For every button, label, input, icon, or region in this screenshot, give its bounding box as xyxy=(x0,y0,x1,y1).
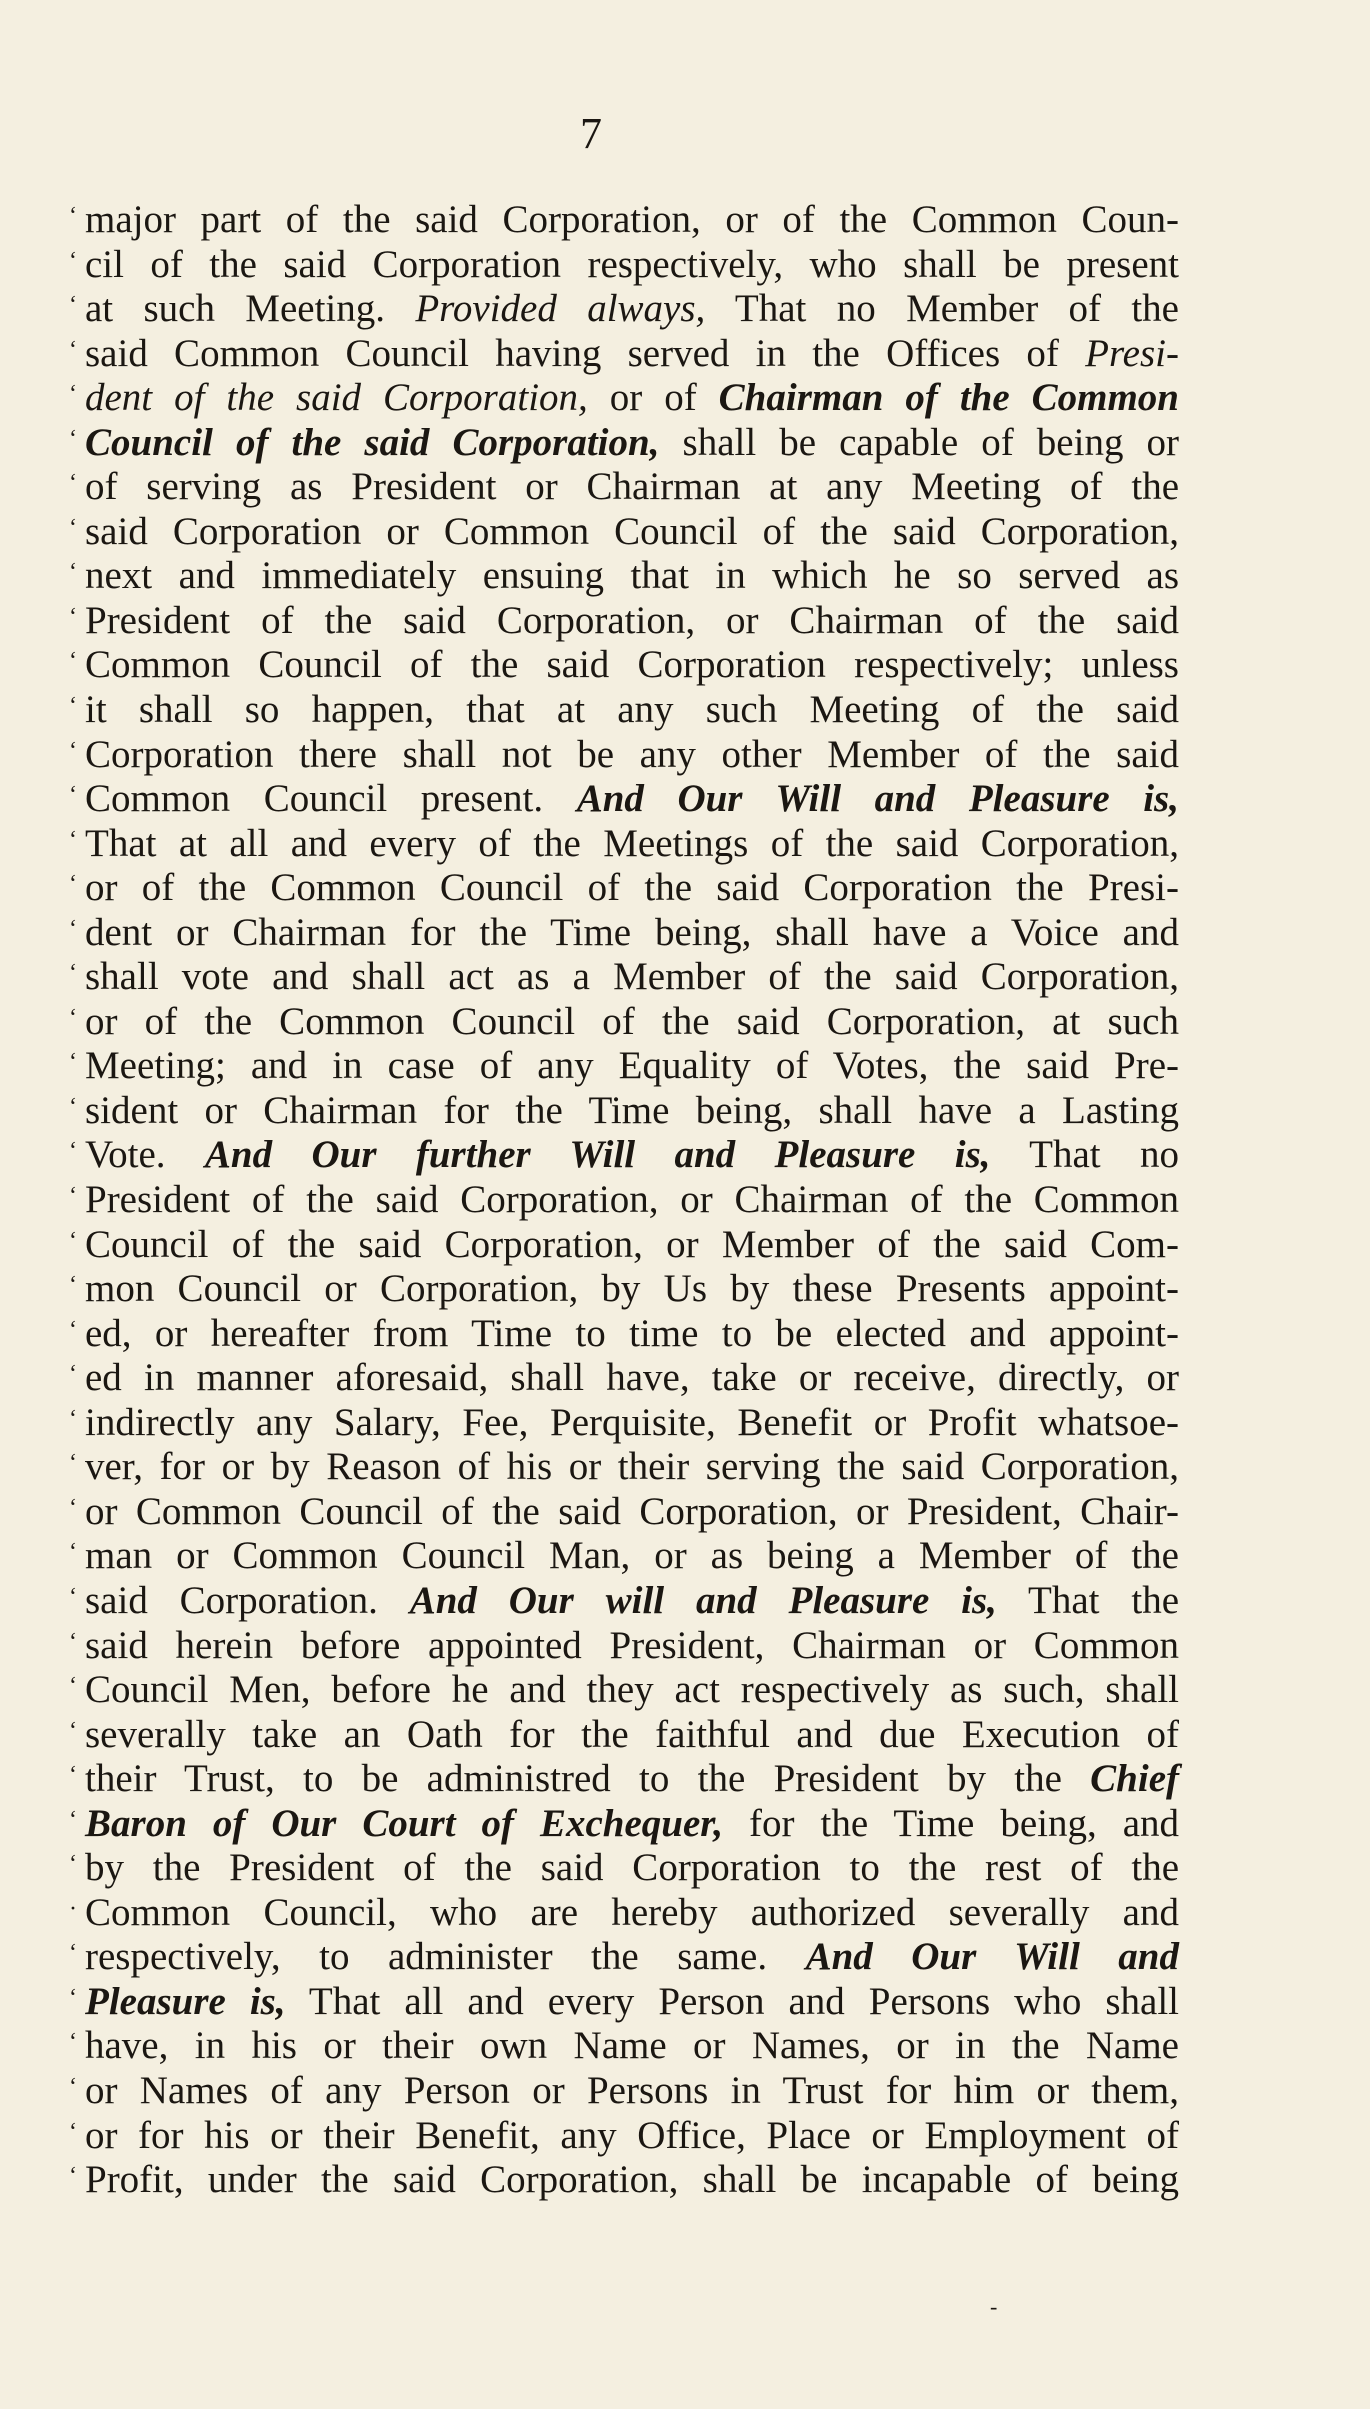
text-line xyxy=(69,1267,1179,1312)
plain-text: Meeting; and in case of any Equality of Votes, the said Pre- xyxy=(85,1044,1179,1088)
marginal-quote-mark: ‘ xyxy=(69,470,77,497)
page-number: 7 xyxy=(580,109,602,158)
marginal-quote-mark: ‘ xyxy=(69,826,77,853)
marginal-quote-mark: ‘ xyxy=(69,1049,77,1076)
text-line xyxy=(69,911,1179,956)
text-line xyxy=(69,287,1179,332)
plain-text: Council Men, before he and they act respectively as such, shall xyxy=(85,1668,1179,1712)
italic-text: And Our further Will and Pleasure is, xyxy=(204,1133,991,1177)
marginal-quote-mark: ‘ xyxy=(69,292,77,319)
text-line xyxy=(69,465,1179,510)
line-text xyxy=(85,1757,1179,1802)
plain-text: cil of the said Corporation respectively, who shall be present xyxy=(85,242,1179,286)
plain-text: at such Meeting. xyxy=(85,287,416,331)
text-line xyxy=(69,1044,1179,1089)
italic-text: Pleasure is, xyxy=(85,1979,286,2023)
marginal-quote-mark: ‘ xyxy=(69,1183,77,1210)
plain-text: ed, or hereafter from Time to time to be elected and appoint- xyxy=(85,1311,1179,1355)
marginal-quote-mark: ‘ xyxy=(69,1450,77,1477)
text-line xyxy=(69,198,1179,243)
text-line xyxy=(69,1668,1179,1713)
plain-text: or of xyxy=(587,376,719,420)
text-line xyxy=(69,1757,1179,1802)
text-line xyxy=(69,510,1179,555)
plain-text: Council of the said Corporation, or Member of the said Com- xyxy=(85,1222,1179,1266)
marginal-quote-mark: ‘ xyxy=(69,1272,77,1299)
line-text xyxy=(85,777,1179,822)
marginal-quote-mark: ‘ xyxy=(69,2073,77,2100)
line-text xyxy=(85,1445,1179,1490)
italic-text: And Our Will and xyxy=(805,1935,1179,1979)
line-text xyxy=(85,510,1179,555)
plain-text: ver, for or by Reason of his or their serving the said Corporation, xyxy=(85,1445,1179,1489)
marginal-quote-mark: ‘ xyxy=(69,1628,77,1655)
line-text xyxy=(85,1490,1179,1535)
line-text xyxy=(85,465,1179,510)
line-text xyxy=(85,1579,1179,1624)
text-line xyxy=(69,688,1179,733)
plain-text: man or Common Council Man, or as being a Member of the xyxy=(85,1534,1179,1578)
line-text xyxy=(85,1044,1179,1089)
plain-text: President of the said Corporation, or Chairman of the Common xyxy=(85,1178,1179,1222)
text-line xyxy=(69,733,1179,778)
line-text xyxy=(85,1846,1179,1891)
marginal-quote-mark: ‘ xyxy=(69,915,77,942)
text-line xyxy=(69,1133,1179,1178)
line-text xyxy=(85,911,1179,956)
text-line xyxy=(69,554,1179,599)
marginal-quote-mark: ‘ xyxy=(69,2163,77,2190)
text-line xyxy=(69,1223,1179,1268)
plain-text: for the Time being, and xyxy=(723,1801,1179,1845)
marginal-quote-mark: ‘ xyxy=(69,960,77,987)
plain-text: Corporation there shall not be any other Member of the said xyxy=(85,732,1179,776)
plain-text: have, in his or their own Name or Names, or in the Name xyxy=(85,2024,1179,2068)
text-line xyxy=(69,1178,1179,1223)
text-line xyxy=(69,1624,1179,1669)
text-line xyxy=(69,1401,1179,1446)
line-text xyxy=(85,1891,1179,1936)
marginal-quote-mark: ‘ xyxy=(69,648,77,675)
line-text xyxy=(85,1980,1179,2025)
line-text xyxy=(85,1223,1179,1268)
line-text xyxy=(85,1356,1179,1401)
line-text xyxy=(85,822,1179,867)
plain-text: Profit, under the said Corporation, shall be incapable of being xyxy=(85,2158,1179,2202)
plain-text: ed in manner aforesaid, shall have, take or receive, directly, or xyxy=(85,1356,1179,1400)
marginal-quote-mark: ‘ xyxy=(69,381,77,408)
marginal-quote-mark: ‘ xyxy=(69,203,77,229)
marginal-quote-mark: ‘ xyxy=(69,514,77,541)
line-text xyxy=(85,643,1179,688)
line-text xyxy=(85,198,1179,243)
marginal-quote-mark: ‘ xyxy=(69,1984,77,2011)
plain-text: Common Council of the said Corporation respectively; unless xyxy=(85,643,1179,687)
marginal-quote-mark: ‘ xyxy=(69,247,77,274)
line-text xyxy=(85,1802,1179,1847)
italic-text: dent of the said Corporation, xyxy=(85,376,588,420)
italic-text: Chief xyxy=(1090,1757,1179,1801)
line-text xyxy=(85,1312,1179,1357)
text-line xyxy=(69,1356,1179,1401)
line-text xyxy=(85,1133,1179,1178)
text-line xyxy=(69,866,1179,911)
plain-text: or for his or their Benefit, any Office, Place or Employment of xyxy=(85,2113,1179,2157)
line-text xyxy=(85,1713,1179,1758)
marginal-quote-mark: ‘ xyxy=(69,1762,77,1789)
plain-text: Common Council present. xyxy=(85,777,577,821)
italic-text: Provided always, xyxy=(415,287,706,331)
plain-text: President of the said Corporation, or Chairman of the said xyxy=(85,598,1179,642)
plain-text: or of the Common Council of the said Corporation, at such xyxy=(85,999,1179,1043)
plain-text: mon Council or Corporation, by Us by these Presents appoint- xyxy=(85,1267,1179,1311)
text-line xyxy=(69,599,1179,644)
marginal-quote-mark: ‘ xyxy=(69,1806,77,1833)
text-line xyxy=(69,1312,1179,1357)
text-line xyxy=(69,2114,1179,2159)
line-text xyxy=(85,376,1179,421)
line-text xyxy=(85,1534,1179,1579)
text-line xyxy=(69,777,1179,822)
text-line xyxy=(69,1802,1179,1847)
line-text xyxy=(85,866,1179,911)
text-line xyxy=(69,2069,1179,2114)
line-text xyxy=(85,2024,1179,2069)
marginal-quote-mark: ‘ xyxy=(69,1494,77,1521)
italic-text: Baron of Our Court of Exchequer, xyxy=(85,1801,724,1845)
plain-text: indirectly any Salary, Fee, Perquisite, Benefit or Profit whatsoe- xyxy=(85,1400,1179,1444)
marginal-quote-mark: ‘ xyxy=(69,1539,77,1566)
marginal-quote-mark: ‘ xyxy=(69,1583,77,1610)
line-text xyxy=(85,421,1179,466)
plain-text: sident or Chairman for the Time being, shall have a Lasting xyxy=(85,1088,1179,1132)
line-text xyxy=(85,733,1179,778)
marginal-quote-mark: · xyxy=(69,1895,77,1922)
marginal-quote-mark: ‘ xyxy=(69,1316,77,1343)
text-line xyxy=(69,1713,1179,1758)
plain-text: said Corporation. xyxy=(85,1578,410,1622)
line-text xyxy=(85,955,1179,1000)
marginal-quote-mark: ‘ xyxy=(69,559,77,586)
marginal-quote-mark: ‘ xyxy=(69,1138,77,1165)
line-text xyxy=(85,243,1179,288)
text-line xyxy=(69,243,1179,288)
text-line xyxy=(69,1980,1179,2025)
marginal-quote-mark: ‘ xyxy=(69,1227,77,1254)
marginal-quote-mark: ‘ xyxy=(69,2029,77,2056)
plain-text: next and immediately ensuing that in which he so served as xyxy=(85,554,1179,598)
italic-text: And Our will and Pleasure is, xyxy=(409,1578,997,1622)
marginal-quote-mark: ‘ xyxy=(69,1940,77,1967)
italic-text: Chairman of the Common xyxy=(718,376,1180,420)
plain-text: respectively, to administer the same. xyxy=(85,1935,806,1979)
plain-text: shall be capable of being or xyxy=(659,420,1180,464)
line-text xyxy=(85,2069,1179,2114)
footer-mark: - xyxy=(990,2294,998,2319)
text-line xyxy=(69,1445,1179,1490)
plain-text: That all and every Person and Persons who shall xyxy=(285,1979,1179,2023)
plain-text: That the xyxy=(996,1578,1179,1622)
plain-text: That at all and every of the Meetings of the said Corporation, xyxy=(85,821,1179,865)
line-text xyxy=(85,287,1179,332)
plain-text: major part of the said Corporation, or of the Common Coun- xyxy=(85,198,1179,241)
marginal-quote-mark: ‘ xyxy=(69,737,77,764)
text-line xyxy=(69,1935,1179,1980)
text-line xyxy=(69,1000,1179,1045)
plain-text: their Trust, to be administred to the President by the xyxy=(85,1757,1091,1801)
marginal-quote-mark: ‘ xyxy=(69,1093,77,1120)
marginal-quote-mark: ‘ xyxy=(69,336,77,363)
plain-text: Common Council, who are hereby authorized severally and xyxy=(85,1890,1179,1934)
text-line xyxy=(69,1846,1179,1891)
line-text xyxy=(85,1178,1179,1223)
plain-text: said Common Council having served in the Offices of xyxy=(85,331,1086,375)
plain-text: severally take an Oath for the faithful and due Execution of xyxy=(85,1712,1179,1756)
line-text xyxy=(85,1267,1179,1312)
line-text xyxy=(85,599,1179,644)
line-text xyxy=(85,1089,1179,1134)
text-line xyxy=(69,1534,1179,1579)
plain-text: or Names of any Person or Persons in Trust for him or them, xyxy=(85,2068,1179,2112)
text-line xyxy=(69,421,1179,466)
marginal-quote-mark: ‘ xyxy=(69,1361,77,1388)
line-text xyxy=(85,554,1179,599)
plain-text: said herein before appointed President, Chairman or Common xyxy=(85,1623,1179,1667)
text-line xyxy=(69,643,1179,688)
marginal-quote-mark: ‘ xyxy=(69,1673,77,1700)
line-text xyxy=(85,1624,1179,1669)
line-text xyxy=(85,1401,1179,1446)
line-text xyxy=(85,688,1179,733)
marginal-quote-mark: ‘ xyxy=(69,1004,77,1031)
text-line xyxy=(69,1089,1179,1134)
marginal-quote-mark: ‘ xyxy=(69,693,77,720)
text-line xyxy=(69,1490,1179,1535)
plain-text: it shall so happen, that at any such Meeting of the said xyxy=(85,688,1179,732)
text-line xyxy=(69,2158,1179,2203)
text-line xyxy=(69,376,1179,421)
plain-text: That no xyxy=(990,1133,1179,1177)
marginal-quote-mark: ‘ xyxy=(69,871,77,898)
plain-text: Vote. xyxy=(85,1133,205,1177)
line-text xyxy=(85,1000,1179,1045)
plain-text: said Corporation or Common Council of the said Corporation, xyxy=(85,509,1179,553)
plain-text: shall vote and shall act as a Member of the said Corporation, xyxy=(85,955,1179,999)
line-text xyxy=(85,2158,1179,2203)
marginal-quote-mark: ‘ xyxy=(69,1717,77,1744)
plain-text: by the President of the said Corporation to the rest of the xyxy=(85,1846,1179,1890)
marginal-quote-mark: ‘ xyxy=(69,425,77,452)
text-line xyxy=(69,1579,1179,1624)
plain-text: dent or Chairman for the Time being, shall have a Voice and xyxy=(85,910,1179,954)
plain-text: of serving as President or Chairman at any Meeting of the xyxy=(85,465,1179,509)
line-text xyxy=(85,332,1179,377)
italic-text: Presi- xyxy=(1085,331,1179,375)
text-line xyxy=(69,822,1179,867)
marginal-quote-mark: ‘ xyxy=(69,782,77,809)
plain-text: or of the Common Council of the said Corporation the Presi- xyxy=(85,866,1179,910)
line-text xyxy=(85,1935,1179,1980)
plain-text: That no Member of the xyxy=(705,287,1179,331)
text-line xyxy=(69,2024,1179,2069)
text-line xyxy=(69,1891,1179,1936)
plain-text: or Common Council of the said Corporation, or President, Chair- xyxy=(85,1489,1179,1533)
text-line xyxy=(69,332,1179,377)
document-body xyxy=(69,198,1179,2203)
text-line xyxy=(69,955,1179,1000)
italic-text: And Our Will and Pleasure is, xyxy=(576,777,1179,821)
marginal-quote-mark: ‘ xyxy=(69,1851,77,1878)
marginal-quote-mark: ‘ xyxy=(69,2118,77,2145)
italic-text: Council of the said Corporation, xyxy=(85,420,660,464)
line-text xyxy=(85,2114,1179,2159)
marginal-quote-mark: ‘ xyxy=(69,1405,77,1432)
line-text xyxy=(85,1668,1179,1713)
marginal-quote-mark: ‘ xyxy=(69,603,77,630)
